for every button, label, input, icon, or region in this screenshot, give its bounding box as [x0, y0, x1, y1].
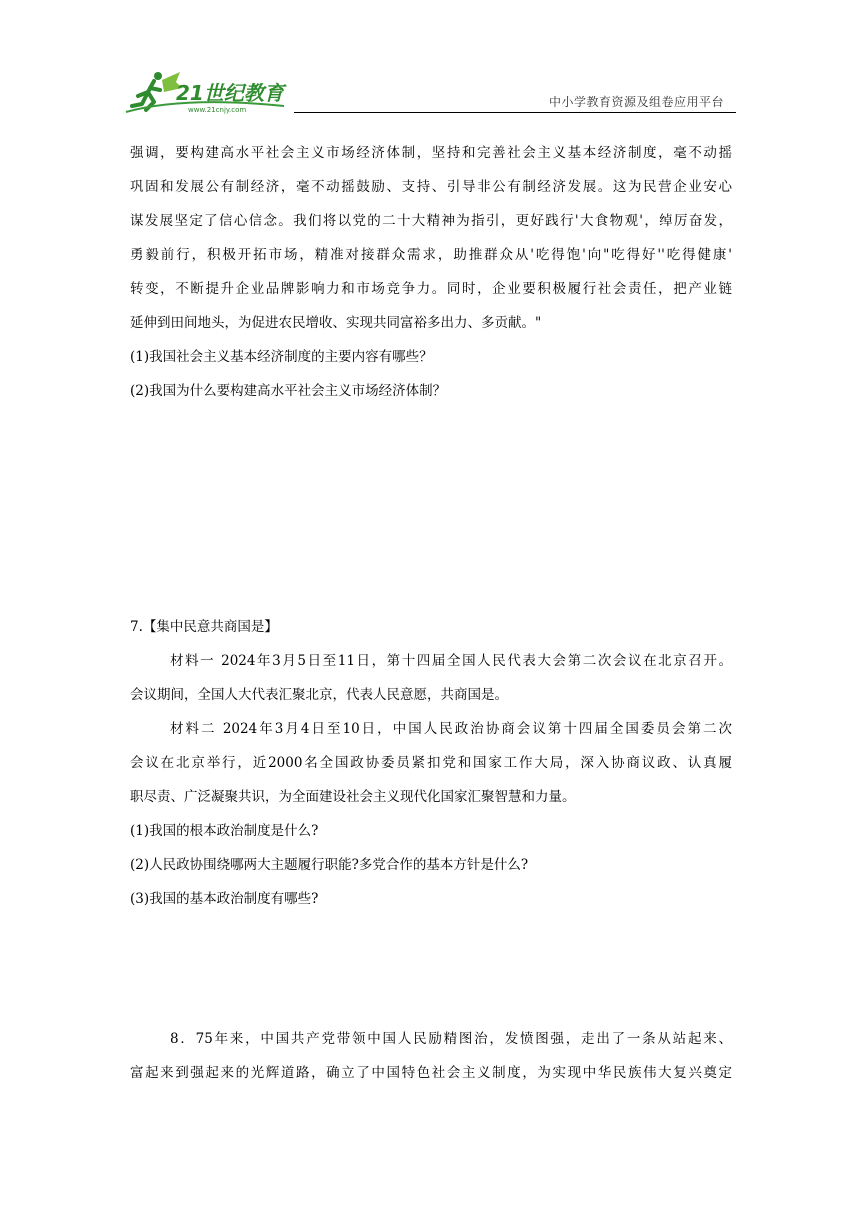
material-one-line: 材料一 2024年3月5日至11日，第十四届全国人民代表大会第二次会议在北京召开。 — [170, 653, 732, 669]
question-title: 7.【集中民意共商国是】 — [130, 619, 278, 635]
material-line: 强调，要构建高水平社会主义市场经济体制，坚持和完善社会主义基本经济制度，毫不动摇 — [130, 145, 732, 161]
page-header — [124, 66, 736, 116]
material-line: 巩固和发展公有制经济，毫不动摇鼓励、支持、引导非公有制经济发展。这为民营企业安心 — [130, 179, 732, 195]
material-line: 勇毅前行，积极开拓市场，精准对接群众需求，助推群众从'吃得饱'向"吃得好''吃得健康' — [130, 247, 732, 263]
material-one-line: 会议期间，全国人大代表汇聚北京，代表人民意愿，共商国是。 — [130, 687, 508, 703]
sub-question: (3)我国的基本政治制度有哪些? — [130, 891, 319, 907]
material-two-line: 职尽责、广泛凝聚共识，为全面建设社会主义现代化国家汇聚智慧和力量。 — [130, 789, 576, 805]
header-rule — [294, 112, 736, 113]
question-line: 富起来到强起来的光辉道路，确立了中国特色社会主义制度，为实现中华民族伟大复兴奠定 — [130, 1065, 732, 1081]
logo-text: 21世纪教育 — [176, 81, 284, 105]
question-line: 8．75年来，中国共产党带领中国人民励精图治，发愤图强，走出了一条从站起来、 — [170, 1031, 732, 1047]
logo-url: www.21cnjy.com — [188, 106, 247, 114]
sub-question: (2)人民政协围绕哪两大主题履行职能?多党合作的基本方针是什么? — [130, 857, 529, 873]
21cnjy-logo — [124, 66, 294, 116]
sub-question: (2)我国为什么要构建高水平社会主义市场经济体制？ — [130, 383, 447, 399]
material-two-line: 会议在北京举行，近2000名全国政协委员紧扣党和国家工作大局，深入协商议政、认真履 — [130, 755, 732, 771]
sub-question: (1)我国社会主义基本经济制度的主要内容有哪些？ — [130, 349, 433, 365]
question-8 — [130, 1022, 732, 1090]
platform-name: 中小学教育资源及组卷应用平台 — [548, 95, 724, 109]
material-line: 延伸到田间地头，为促进农民增收、实现共同富裕多出力、多贡献。" — [130, 315, 542, 331]
material-line: 转变，不断提升企业品牌影响力和市场竞争力。同时，企业要积极履行社会责任，把产业链 — [130, 281, 732, 297]
material-line: 谋发展坚定了信心信念。我们将以党的二十大精神为指引，更好践行'大食物观'，绰厉奋发， — [130, 213, 732, 229]
question-7 — [130, 610, 732, 916]
material-two-line: 材料二 2024年3月4日至10日，中国人民政治协商会议第十四届全国委员会第二次 — [170, 721, 732, 737]
sub-question: (1)我国的根本政治制度是什么? — [130, 823, 319, 839]
question-6-continuation — [130, 136, 732, 408]
